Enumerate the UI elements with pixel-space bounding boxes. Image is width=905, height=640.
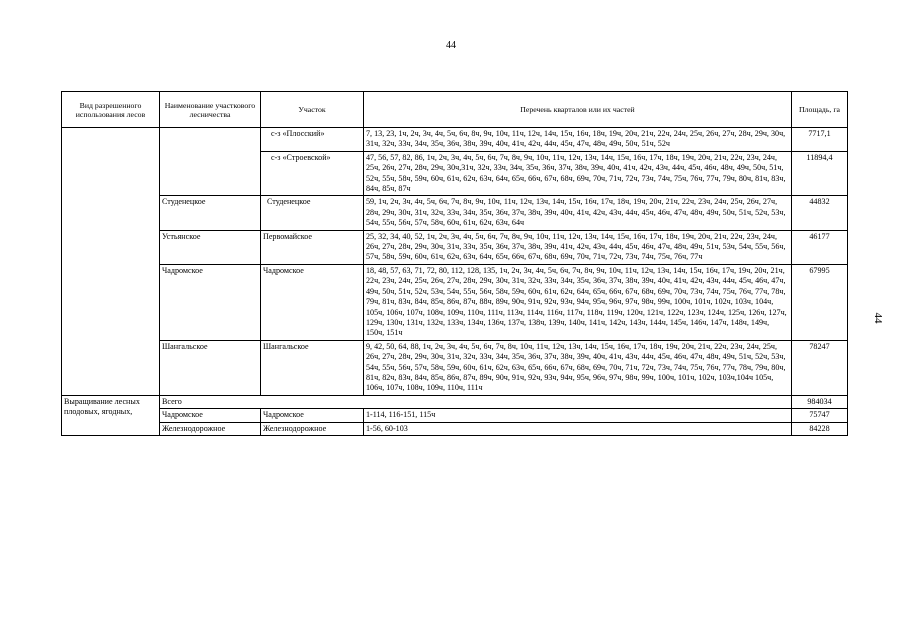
side-page-number: 44 (872, 312, 884, 324)
total-area-cell: 984034 (792, 395, 848, 408)
quarters-cell: 9, 42, 50, 64, 88, 1ч, 2ч, 3ч, 4ч, 5ч, 6ч, 7ч, 8ч, 10ч, 11ч, 12ч, 13ч, 14ч, 15ч, 16ч, 17ч, 18ч, 19ч, 20ч, 21ч, 22ч, 23ч, 24ч, 25ч, 26ч, 27ч, 28ч, 29ч, 30ч, 31ч, 32ч, 33ч, 34ч, 35ч, 36ч, 37ч, 38ч, 39ч, 40ч, 41ч, 43ч, 44ч, 45ч, 46ч, 47ч, 48ч, 49ч, 51ч, 52ч, 53ч, 54ч, 55ч, 56ч, 57ч, 58ч, 59ч, 60ч, 61ч, 62ч, 63ч, 65ч, 66ч, 67ч, 68ч, 69ч, 70ч, 71ч, 72ч, 73ч, 74ч, 75ч, 76ч, 77ч, 78ч, 79ч, 80ч, 81ч, 82ч, 83ч, 84ч, 85ч, 86ч, 87ч, 89ч, 90ч, 91ч, 92ч, 93ч, 94ч, 95ч, 96ч, 97ч, 98ч, 99ч, 100ч, 101ч, 102ч, 103ч,104ч 105ч, 106ч, 107ч, 108ч, 109ч, 110ч, 111ч (364, 340, 792, 395)
district-cell (160, 128, 261, 152)
quarters-cell: 7, 13, 23, 1ч, 2ч, 3ч, 4ч, 5ч, 6ч, 8ч, 9ч, 10ч, 11ч, 12ч, 14ч, 15ч, 16ч, 18ч, 19ч, 20ч, 21ч, 22ч, 24ч, 25ч, 26ч, 27ч, 28ч, 29ч, 30ч, 31ч, 32ч, 33ч, 34ч, 35ч, 36ч, 38ч, 39ч, 40ч, 41ч, 42ч, 44ч, 45ч, 47ч, 48ч, 49ч, 50ч, 51ч, 52ч (364, 128, 792, 152)
table-row (62, 128, 848, 152)
table-row (62, 196, 848, 230)
header-area: Площадь, га (792, 92, 848, 128)
quarters-cell: 25, 32, 34, 40, 52, 1ч, 2ч, 3ч, 4ч, 5ч, 6ч, 7ч, 8ч, 9ч, 10ч, 11ч, 12ч, 13ч, 14ч, 15ч, 16ч, 17ч, 18ч, 19ч, 20ч, 21ч, 22ч, 23ч, 24ч, 26ч, 27ч, 28ч, 29ч, 30ч, 31ч, 33ч, 35ч, 36ч, 37ч, 38ч, 39ч, 41ч, 42ч, 43ч, 44ч, 45ч, 46ч, 47ч, 48ч, 49ч, 51ч, 53ч, 54ч, 55ч, 56ч, 57ч, 58ч, 59ч, 60ч, 61ч, 62ч, 63ч, 64ч, 65ч, 66ч, 67ч, 68ч, 69ч, 70ч, 71ч, 72ч, 73ч, 74ч, 75ч, 76ч, 77ч (364, 230, 792, 264)
section-cell: Студенецкое (261, 196, 364, 230)
table-header-row (62, 92, 848, 128)
total-label-cell: Всего (160, 395, 792, 408)
area-cell: 7717,1 (792, 128, 848, 152)
header-quarters: Перечень кварталов или их частей (364, 92, 792, 128)
table-row (62, 230, 848, 264)
forest-use-table (61, 91, 848, 436)
district-cell: Чадромское (160, 409, 261, 422)
section-cell: Железнодорожное (261, 422, 364, 435)
use-type-cell: Выращивание лесных плодовых, ягодных, (62, 395, 160, 435)
area-cell: 46177 (792, 230, 848, 264)
district-cell: Железнодорожное (160, 422, 261, 435)
quarters-cell: 18, 48, 57, 63, 71, 72, 80, 112, 128, 135, 1ч, 2ч, 3ч, 4ч, 5ч, 6ч, 7ч, 8ч, 9ч, 10ч, 11ч, 12ч, 13ч, 14ч, 15ч, 16ч, 17ч, 19ч, 20ч, 21ч, 22ч, 23ч, 24ч, 25ч, 26ч, 27ч, 28ч, 29ч, 30ч, 31ч, 32ч, 33ч, 34ч, 35ч, 36ч, 37ч, 38ч, 39ч, 40ч, 41ч, 42ч, 43ч, 44ч, 45ч, 46ч, 47ч, 49ч, 50ч, 51ч, 52ч, 53ч, 54ч, 55ч, 56ч, 58ч, 59ч, 60ч, 61ч, 62ч, 64ч, 65ч, 66ч, 67ч, 68ч, 69ч, 70ч, 73ч, 74ч, 75ч, 76ч, 77ч, 78ч, 79ч, 81ч, 83ч, 84ч, 85ч, 86ч, 87ч, 88ч, 89ч, 90ч, 91ч, 92ч, 93ч, 94ч, 95ч, 96ч, 97ч, 98ч, 99ч, 100ч, 101ч, 102ч, 103ч, 104ч, 105ч, 106ч, 107ч, 108ч, 109ч, 110ч, 111ч, 113ч, 114ч, 116ч, 117ч, 118ч, 119ч, 120ч, 121ч, 122ч, 123ч, 124ч, 125ч, 126ч, 127ч, 129ч, 130ч, 131ч, 132ч, 133ч, 134ч, 136ч, 137ч, 138ч, 139ч, 140ч, 141ч, 142ч, 143ч, 144ч, 145ч, 146ч, 147ч, 148ч, 149ч, 150ч, 151ч (364, 264, 792, 340)
page-number: 44 (446, 40, 456, 51)
section-cell: Первомайское (261, 230, 364, 264)
table-row (62, 151, 848, 196)
table-row (62, 422, 848, 435)
section-cell: Чадромское (261, 409, 364, 422)
table-row (62, 409, 848, 422)
area-cell: 44832 (792, 196, 848, 230)
table-row (62, 395, 848, 408)
section-cell: с-з «Плосский» (261, 128, 364, 152)
area-cell: 75747 (792, 409, 848, 422)
area-cell: 67995 (792, 264, 848, 340)
section-cell: с-з «Строевской» (261, 151, 364, 196)
area-cell: 84228 (792, 422, 848, 435)
district-cell: Чадромское (160, 264, 261, 340)
area-cell: 11894,4 (792, 151, 848, 196)
quarters-cell: 1-114, 116-151, 115ч (364, 409, 792, 422)
area-cell: 78247 (792, 340, 848, 395)
section-cell: Шангальское (261, 340, 364, 395)
district-cell (160, 151, 261, 196)
district-cell: Шангальское (160, 340, 261, 395)
district-cell: Устьянское (160, 230, 261, 264)
quarters-cell: 47, 56, 57, 82, 86, 1ч, 2ч, 3ч, 4ч, 5ч, 6ч, 7ч, 8ч, 9ч, 10ч, 11ч, 12ч, 13ч, 14ч, 15ч, 16ч, 17ч, 18ч, 19ч, 20ч, 21ч, 22ч, 23ч, 24ч, 25ч, 26ч, 27ч, 28ч, 29ч, 30ч,31ч, 32ч, 33ч, 34ч, 35ч, 36ч, 37ч, 38ч, 39ч, 40ч, 41ч, 42ч, 43ч, 44ч, 45ч, 46ч, 48ч, 49ч, 50ч, 51ч, 52ч, 55ч, 58ч, 59ч, 60ч, 61ч, 62ч, 63ч, 64ч, 65ч, 66ч, 67ч, 68ч, 69ч, 70ч, 71ч, 72ч, 73ч, 74ч, 75ч, 76ч, 77ч, 79ч, 80ч, 81ч, 83ч, 84ч, 85ч, 87ч (364, 151, 792, 196)
header-use-type: Вид разрешенного использования лесов (62, 92, 160, 128)
header-district: Наименование участкового лесничества (160, 92, 261, 128)
district-cell: Студенецкое (160, 196, 261, 230)
header-section: Участок (261, 92, 364, 128)
section-cell: Чадромское (261, 264, 364, 340)
quarters-cell: 1-56, 60-103 (364, 422, 792, 435)
table-row (62, 264, 848, 340)
quarters-cell: 59, 1ч, 2ч, 3ч, 4ч, 5ч, 6ч, 7ч, 8ч, 9ч, 10ч, 11ч, 12ч, 13ч, 14ч, 15ч, 16ч, 17ч, 18ч, 19ч, 20ч, 21ч, 22ч, 23ч, 24ч, 25ч, 26ч, 27ч, 28ч, 29ч, 30ч, 31ч, 32ч, 33ч, 34ч, 35ч, 36ч, 37ч, 38ч, 39ч, 40ч, 41ч, 42ч, 43ч, 44ч, 45ч, 46ч, 47ч, 48ч, 49ч, 50ч, 51ч, 52ч, 53ч, 54ч, 55ч, 56ч, 57ч, 58ч, 60ч, 61ч, 62ч, 63ч, 64ч (364, 196, 792, 230)
use-type-cell (62, 128, 160, 396)
table-row (62, 340, 848, 395)
